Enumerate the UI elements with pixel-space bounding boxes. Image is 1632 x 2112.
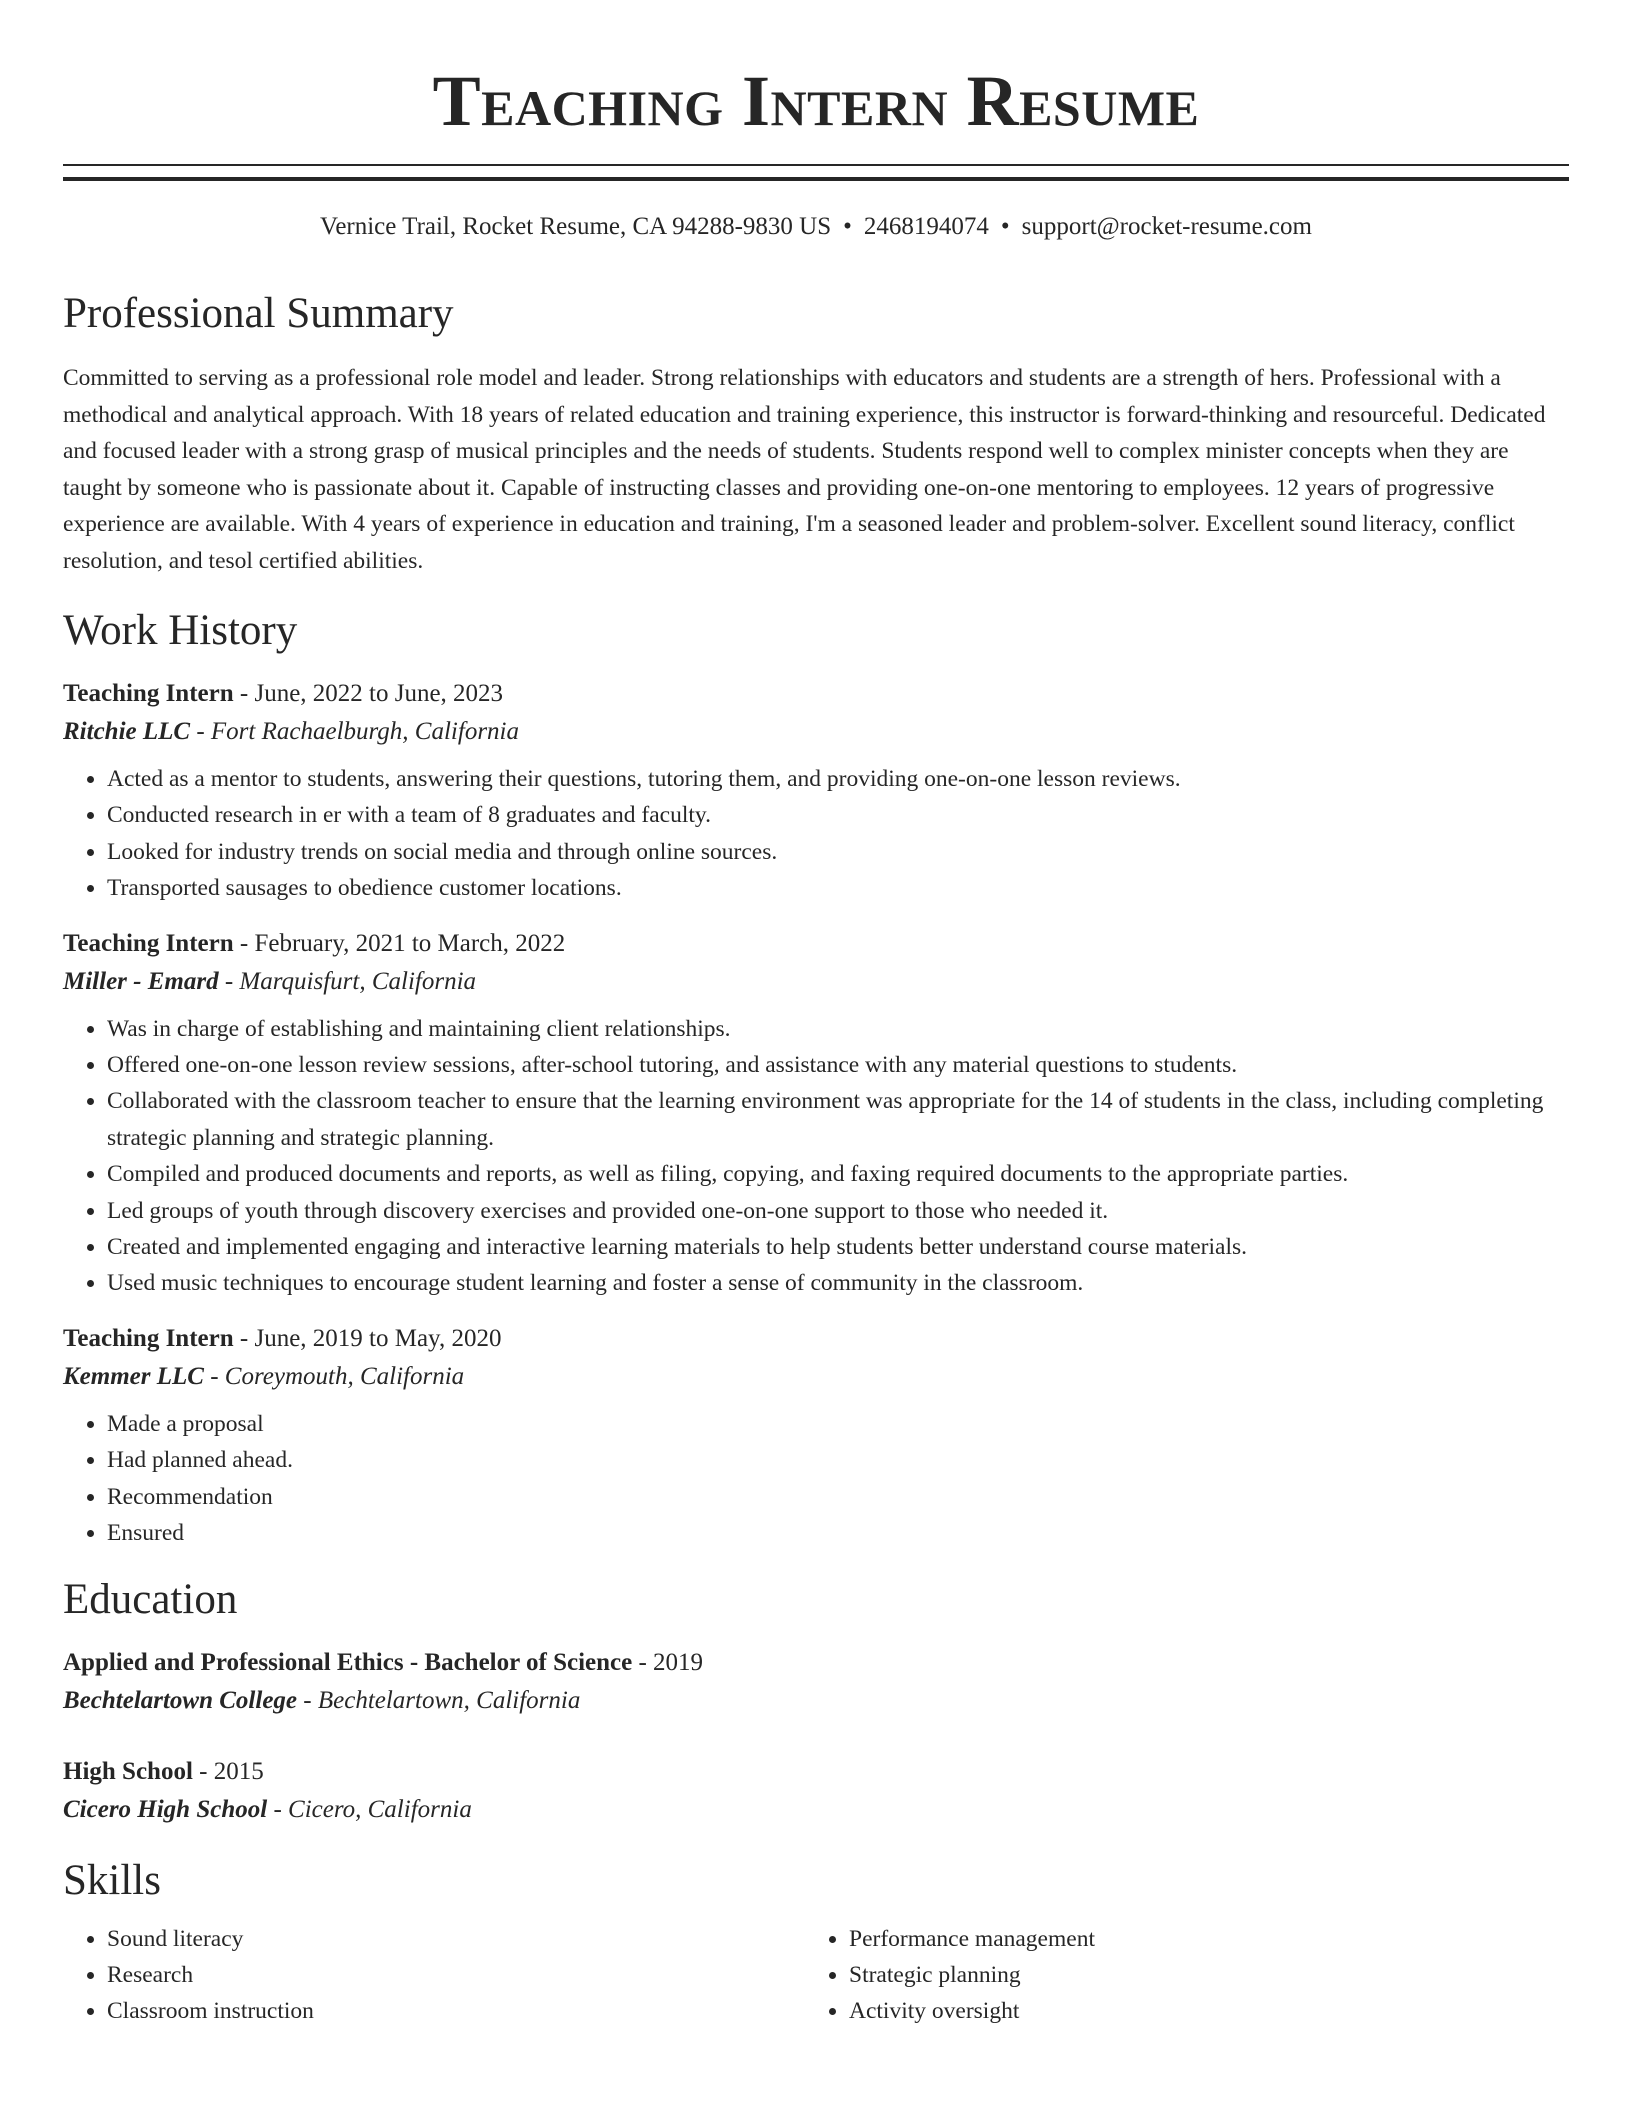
job-title-line <box>63 1320 1569 1358</box>
job-dates: - June, 2019 to May, 2020 <box>233 1324 502 1352</box>
job-duty-item: • Had planned ahead. <box>107 1442 1569 1478</box>
job-duty-item: • Created and implemented engaging and interactive learning materials to help students better understand course materials. <box>107 1229 1569 1265</box>
school-line <box>63 1682 1569 1720</box>
school-location: - Cicero, California <box>267 1795 472 1823</box>
job-title: Teaching Intern <box>63 1324 234 1352</box>
job-duty-item: • Used music techniques to encourage student learning and foster a sense of community in the classroom. <box>107 1265 1569 1301</box>
summary-heading: Professional Summary <box>63 290 454 337</box>
education-list <box>63 1644 1569 1829</box>
job-duty-item: • Made a proposal <box>107 1406 1569 1442</box>
job-duty-item: • Offered one-on-one lesson review sessions, after-school tutoring, and assistance with any material questions to students. <box>107 1047 1569 1083</box>
skill-item: • Activity oversight <box>849 1993 1547 2029</box>
job-title-line <box>63 925 1569 963</box>
job-title: Teaching Intern <box>63 929 234 957</box>
job-duty-item: • Collaborated with the classroom teacher to ensure that the learning environment was appropriate for the 14 of students in the class, including completing strategic planning and strategic planning. <box>107 1083 1569 1156</box>
skill-item: • Sound literacy <box>107 1921 805 1957</box>
job-duty-item: • Acted as a mentor to students, answering their questions, tutoring them, and providing one-on-one lesson reviews. <box>107 761 1569 797</box>
job-duty-item: • Conducted research in er with a team of 8 graduates and faculty. <box>107 797 1569 833</box>
page-title: Teaching Intern Resume <box>432 61 1200 141</box>
degree-year: - 2015 <box>192 1757 264 1785</box>
job-entry <box>63 925 1569 1302</box>
job-dates: - June, 2022 to June, 2023 <box>233 680 504 707</box>
contact-email: support@rocket-resume.com <box>1021 213 1312 240</box>
education-entry <box>63 1753 1569 1829</box>
contact-phone: 2468194074 <box>863 213 989 240</box>
skills-heading: Skills <box>63 1856 161 1904</box>
work-history-list <box>63 675 1569 1552</box>
skills-column-left <box>63 1921 805 2030</box>
school-line <box>63 1791 1569 1829</box>
school-name: Bechtelartown College <box>63 1686 298 1714</box>
job-duties-list <box>63 761 1569 907</box>
job-location: - Fort Rachaelburgh, California <box>190 718 519 745</box>
contact-separator: • <box>1000 213 1010 240</box>
job-company-line <box>63 1358 1569 1396</box>
job-duty-item: • Transported sausages to obedience customer locations. <box>107 870 1569 906</box>
job-duty-item: • Ensured <box>107 1515 1569 1551</box>
job-company-line <box>63 963 1569 1001</box>
degree-name: High School <box>63 1757 193 1785</box>
skill-item: • Classroom instruction <box>107 1993 805 2029</box>
job-company: Miller - Emard <box>63 967 219 995</box>
job-location: - Marquisfurt, California <box>218 967 477 995</box>
job-duty-item: • Led groups of youth through discovery exercises and provided one-on-one support to those who needed it. <box>107 1193 1569 1229</box>
degree-year: - 2019 <box>632 1648 704 1676</box>
job-duties-list <box>63 1011 1569 1302</box>
contact-separator: • <box>843 213 852 240</box>
school-name: Cicero High School <box>63 1795 268 1823</box>
skill-item: • Performance management <box>849 1921 1547 1957</box>
work-history-heading: Work History <box>63 607 298 654</box>
job-title: Teaching Intern <box>63 680 234 707</box>
school-location: - Bechtelartown, California <box>297 1686 581 1714</box>
summary-text: Committed to serving as a professional role model and leader. Strong relationships with educators and students are a strength of hers. Professional with a methodical and analytical approach. With 18 years of related education and training experience, this instructor is forward-thinking and resourceful. Dedicated and focused leader with a strong grasp of musical principles and the needs of students. Students respond well to complex minister concepts when they are taught by someone who is passionate about it. Capable of instructing classes and providing one-on-one mentoring to employees. 12 years of progressive experience are available. With 4 years of experience in education and training, I'm a seasoned leader and problem-solver. Excellent sound literacy, conflict resolution, and tesol certified abilities. <box>63 365 1546 574</box>
job-company: Ritchie LLC <box>63 718 191 745</box>
skills-column-right <box>805 1921 1547 2030</box>
job-duties-list <box>63 1406 1569 1552</box>
job-entry <box>63 675 1569 907</box>
job-duty-item: • Recommendation <box>107 1479 1569 1515</box>
contact-line <box>63 210 1569 244</box>
job-entry <box>63 1320 1569 1552</box>
job-duty-item: • Was in charge of establishing and maintaining client relationships. <box>107 1011 1569 1047</box>
degree-name: Applied and Professional Ethics - Bachelor of Science <box>63 1648 633 1676</box>
degree-line <box>63 1644 1569 1682</box>
job-dates: - February, 2021 to March, 2022 <box>233 929 566 957</box>
education-entry <box>63 1644 1569 1720</box>
contact-address: Vernice Trail, Rocket Resume, CA 94288-9830 US <box>320 213 832 240</box>
skill-item: • Research <box>107 1957 805 1993</box>
job-title-line <box>63 675 1569 713</box>
education-heading: Education <box>63 1575 238 1623</box>
job-location: - Coreymouth, California <box>203 1362 465 1390</box>
job-duty-item: • Compiled and produced documents and reports, as well as filing, copying, and faxing required documents to the appropriate parties. <box>107 1156 1569 1192</box>
skill-item: • Strategic planning <box>849 1957 1547 1993</box>
degree-line <box>63 1753 1569 1791</box>
job-duty-item: • Looked for industry trends on social media and through online sources. <box>107 834 1569 870</box>
skills-list <box>63 1921 1569 2030</box>
job-company-line <box>63 713 1569 751</box>
title-divider <box>63 164 1569 181</box>
job-company: Kemmer LLC <box>63 1362 204 1390</box>
